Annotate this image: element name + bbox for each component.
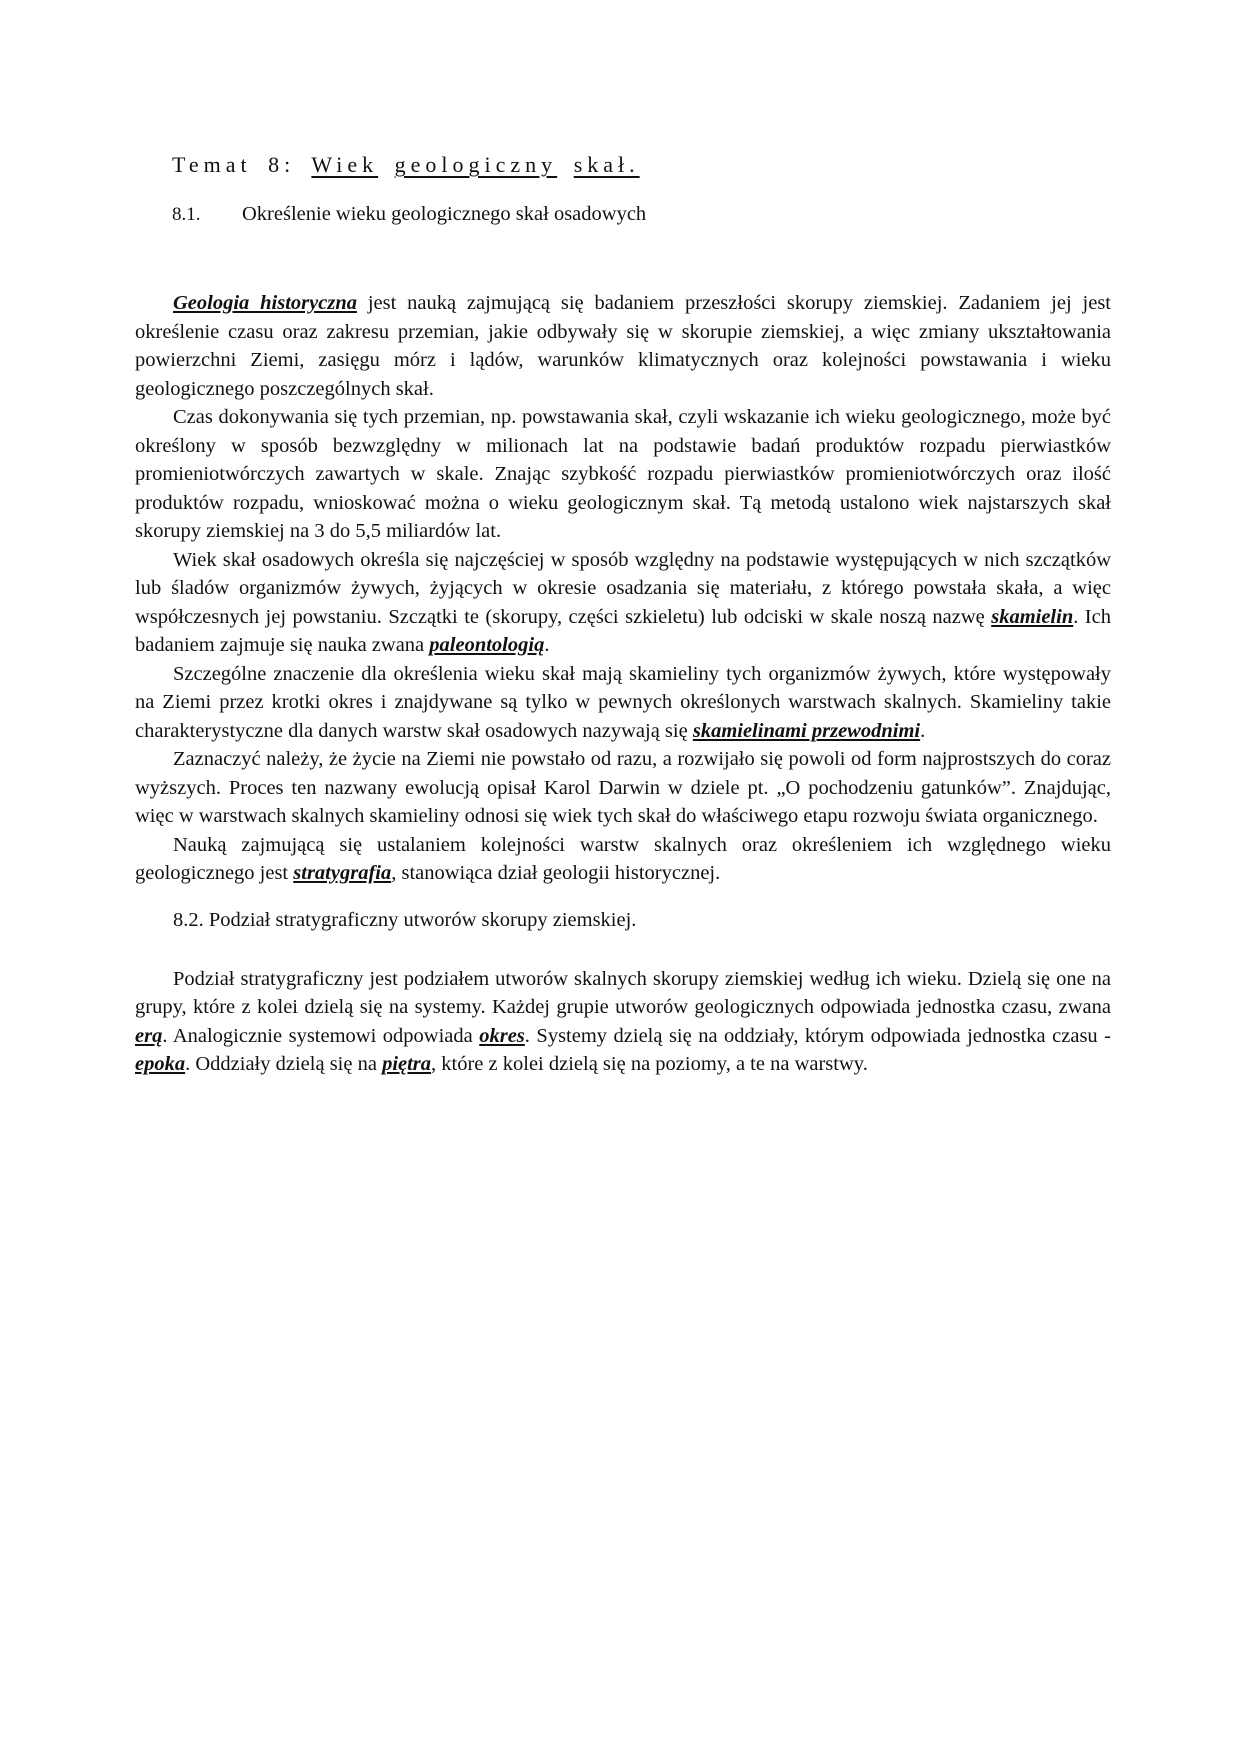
term-era: erą	[135, 1024, 163, 1047]
title-word-1: Wiek	[311, 152, 379, 177]
term-pietra: piętra	[382, 1053, 432, 1075]
paragraph-3-text-a: Wiek skał osadowych określa się najczęściej w sposób względny na podstawie występujących w nich szczątków lub śladów organizmów żywych, żyjących w okresie osadzania się materiału, z którego powstała skała, a więc współczesnych jej powstaniu. Szczątki te (skorupy, części szkieletu) lub odciski w skale noszą nazwę	[135, 548, 1111, 628]
document-title	[172, 150, 1111, 180]
term-paleontologia: paleontologią	[429, 634, 545, 656]
paragraph-2	[135, 403, 1111, 546]
section-title-8-2: 8.2. Podział stratygraficzny utworów skorupy ziemskiej.	[173, 908, 637, 931]
paragraph-3	[135, 546, 1111, 660]
paragraph-7-text-a: Podział stratygraficzny jest podziałem utworów skalnych skorupy ziemskiej według ich wieku. Dzielą się one na grupy, które z kolei dzielą się na systemy. Każdej grupie utworów geologicznych odpowiada jednostka czasu, zwana	[135, 967, 1111, 1018]
paragraph-4-text-b: .	[920, 719, 926, 742]
paragraph-4	[135, 660, 1111, 746]
title-word-2: geologiczny	[394, 152, 558, 177]
paragraph-6-text-a: Nauką zajmującą się ustalaniem kolejności warstw skalnych oraz określeniem ich względnego wieku geologicznego jest	[135, 833, 1111, 884]
paragraph-1-text: jest nauką zajmującą się badaniem przeszłości skorupy ziemskiej. Zadaniem jej jest określenie czasu oraz zakresu przemian, jakie odbywały się w skorupie ziemskiej, a więc zmiany ukształtowania powierzchni Ziemi, zasięgu mórz i lądów, warunków klimatycznych oraz kolejności powstawania i wieku geologicznego poszczególnych skał.	[135, 292, 1111, 400]
document-text-block	[135, 150, 1111, 1079]
term-geologia-historyczna: Geologia historyczna	[173, 292, 357, 314]
paragraph-7-text-b: . Analogicznie systemowi odpowiada	[162, 1024, 480, 1047]
paragraph-7-text-c: . Systemy dzielą się na oddziały, którym odpowiada jednostka czasu -	[524, 1024, 1111, 1047]
paragraph-1	[135, 289, 1111, 403]
section-number-8-1: 8.1.	[172, 204, 201, 225]
paragraph-7	[135, 965, 1111, 1079]
paragraph-7-text-e: , które z kolei dzielą się na poziomy, a te na warstwy.	[431, 1053, 868, 1075]
title-prefix: Temat 8:	[172, 152, 296, 177]
paragraph-2-text: Czas dokonywania się tych przemian, np. powstawania skał, czyli wskazanie ich wieku geologicznego, może być określony w sposób bezwzględny w milionach lat na podstawie badań produktów rozpadu pierwiastków promieniotwórczych zawartych w skale. Znając szybkość rozpadu pierwiastków promieniotwórczych oraz ilość produktów rozpadu, wnioskować można o wieku geologicznym skał. Tą metodą ustalono wiek najstarszych skał skorupy ziemskiej na 3 do 5,5 miliardów lat.	[135, 406, 1111, 542]
paragraph-5-text: Zaznaczyć należy, że życie na Ziemi nie powstało od razu, a rozwijało się powoli od form najprostszych do coraz wyższych. Proces ten nazwany ewolucją opisał Karol Darwin w dziele pt. „O pochodzeniu gatunków”. Znajdując, więc w warstwach skalnych skamieliny odnosi się wiek tych skał do właściwego etapu rozwoju świata organicznego.	[135, 748, 1111, 827]
paragraph-3-text-b: . Ich badaniem zajmuje się nauka zwana	[135, 605, 1111, 656]
paragraph-6	[135, 831, 1111, 888]
paragraph-6-text-b: , stanowiąca dział geologii historycznej.	[391, 862, 721, 884]
paragraph-3-text-c: .	[544, 634, 550, 656]
section-heading-8-2	[135, 906, 1111, 935]
term-skamieliny-przewodnie: skamielinami przewodnimi	[692, 719, 921, 742]
term-okres: okres	[479, 1024, 525, 1047]
term-stratygrafia: stratygrafia	[293, 862, 392, 884]
paragraph-7-text-d: . Oddziały dzielą się na	[185, 1053, 383, 1075]
term-epoka: epoka	[135, 1053, 186, 1075]
paragraph-4-text-a: Szczególne znaczenie dla określenia wieku skał mają skamieliny tych organizmów żywych, które występowały na Ziemi przez krotki okres i znajdywane są tylko w pewnych określonych warstwach skalnych. Skamieliny takie charakterystyczne dla danych warstw skał osadowych nazywają się	[135, 662, 1111, 742]
paragraph-5	[135, 745, 1111, 831]
section-title-8-1: Określenie wieku geologicznego skał osadowych	[242, 203, 647, 225]
section-heading-8-1	[172, 200, 1111, 229]
title-word-3: skał.	[573, 152, 640, 177]
term-skamielin: skamielin	[991, 605, 1074, 628]
